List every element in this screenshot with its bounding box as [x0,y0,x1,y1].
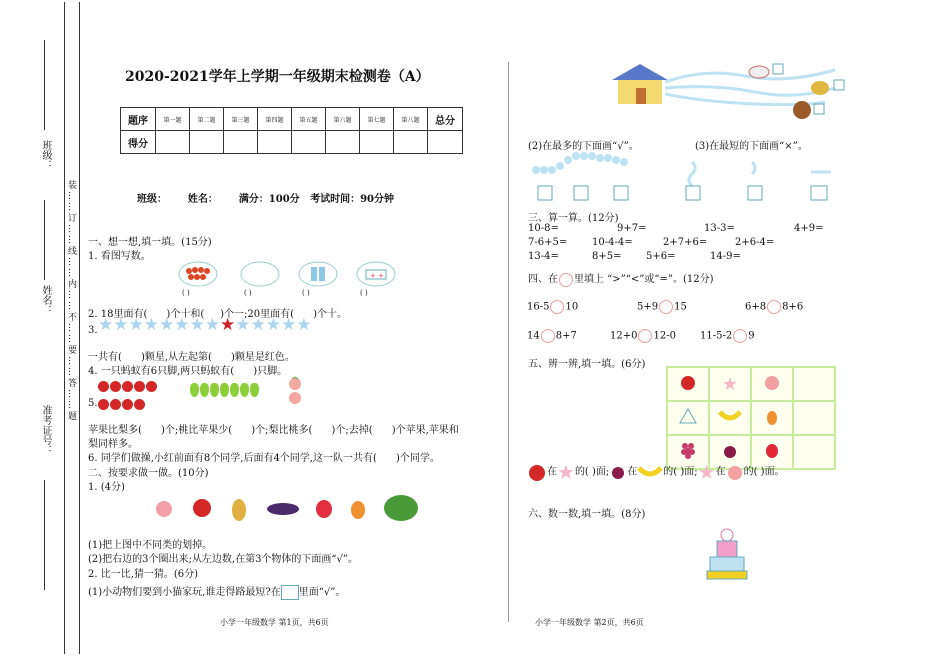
star-icon: ★ [709,367,751,401]
score-col: 第七题 [360,108,394,131]
calc-item: 10-4-4= [592,237,633,248]
star-icon: ★ [281,315,297,335]
section6-heading: 六、数一数,填一填。(8分) [528,509,646,520]
count-picture-4 [356,261,396,291]
score-cell[interactable] [360,131,394,154]
count-picture-2 [240,261,280,291]
apples-picture [98,377,168,409]
section2-heading: 二、按要求做一做。(10分) [88,468,209,479]
score-col: 第三题 [224,108,258,131]
count-picture-1 [178,261,218,291]
apple-icon [667,367,709,401]
section5-heading: 五、辨一辨,填一填。(6分) [528,359,646,370]
cmp-item: 12+0 12-0 [610,330,676,342]
score-cell[interactable] [156,131,190,154]
answer-paren[interactable]: ( ) [244,289,252,297]
cmp-item: 14 8+7 [527,330,577,342]
answer-circle[interactable] [659,300,673,314]
cmp-item: 11-5-2 9 [700,330,755,342]
star-icon: ★ [159,315,175,335]
exam-title: 2020-2021学年上学期一年级期末检测卷（A） [125,69,430,85]
banana-icon [709,401,751,435]
q5-label: 5. [88,398,98,409]
s2-q1-text: 1. (4分) [88,482,125,493]
q2-text: 2. 18里面有( )个十和( )个一;20里面有( )个十。 [88,309,347,320]
score-col: 第一题 [156,108,190,131]
name-field-line[interactable] [44,200,45,280]
stacks-picture [526,150,836,206]
star-icon: ★ [296,315,312,335]
calc-item: 7-6+5= [528,237,568,248]
s5-answer-line: 在★的( )面; 在 的( )面;★在 的( )面。 [527,460,785,484]
score-row2-label: 得分 [121,131,156,154]
q3-label: 3. [88,325,98,336]
triangle-icon [667,401,709,435]
star-icon: ★ [250,315,266,335]
calc-item: 8+5= [592,251,622,262]
shape-robot-picture [702,527,752,591]
star-icon: ★ [98,315,114,335]
score-cell[interactable] [428,131,463,154]
beet-icon [609,462,627,482]
star-icon: ★ [265,315,281,335]
section3-heading: 三、算一算。(12分) [528,213,619,224]
s2-q1a-text: (1)把上图中不同类的划掉。 [88,540,213,551]
left-footer: 小学一年级数学 第1页，共6页 [220,618,329,627]
s4-heading-pre: 四、在 [528,274,558,285]
score-cell[interactable] [190,131,224,154]
calc-item: 14-9= [710,251,741,262]
count-picture-3 [298,261,338,291]
house-picture [610,62,670,110]
answer-paren[interactable]: ( ) [302,289,310,297]
class-field-label: 班级： [40,140,51,170]
answer-circle[interactable] [550,300,564,314]
s2-q2a-post: 里面“√”。 [298,587,346,598]
s2-q2-text: 2. 比一比,猜一猜。(6分) [88,569,199,580]
pears-picture [190,382,260,401]
cmp-item: 16-5 10 [527,301,579,313]
page-divider [508,62,509,622]
score-col: 第五题 [292,108,326,131]
score-cell[interactable] [394,131,428,154]
monkey-icon [788,98,828,128]
answer-paren[interactable]: ( ) [360,289,368,297]
score-cell[interactable] [292,131,326,154]
star-icon: ★ [174,315,190,335]
score-col: 第四题 [258,108,292,131]
s2-q2a-pre: (1)小动物们要到小猫家玩,谁走得路最短?在 [88,587,281,598]
class-field-line[interactable] [44,40,45,130]
q5-text2: 梨同样多。 [88,439,138,450]
id-field-label: 准考证号： [40,405,51,455]
binding-margin [0,0,80,657]
answer-paren[interactable]: 的( )面; [574,466,610,478]
cmp-item: 5+9 15 [637,301,687,313]
calc-item: 13-4= [528,251,559,262]
empty-cell [793,367,835,401]
banana-icon [637,464,663,480]
star-icon: ★ [697,460,716,484]
answer-paren[interactable]: 的( )面; [663,466,698,478]
svg-text:+ +: + + [370,272,384,280]
star-icon: ★ [189,315,205,335]
score-cell[interactable] [224,131,258,154]
star-icon: ★ [235,315,251,335]
s2-q1b-text: (2)把右边的3个圈出来;从左边数,在第3个物体的下面画“√”。 [88,554,359,565]
cmp-item: 6+8 8+6 [745,301,804,313]
score-row1-label: 题序 [121,108,156,131]
star-icon: ★ [143,315,159,335]
calc-item: 10-8= [528,223,559,234]
answer-circle[interactable] [767,300,781,314]
peaches-picture [280,376,310,410]
star-icon: ★ [557,460,575,484]
star-icon: ★ [204,315,220,335]
score-col: 第六题 [326,108,360,131]
score-table [120,107,463,154]
q4-text: 4. 一只蚂蚁有6只脚,两只蚂蚁有( )只脚。 [88,366,288,377]
star-icon: ★ [113,315,129,335]
q1-text: 1. 看图写数。 [88,251,151,262]
answer-circle[interactable] [541,329,555,343]
rabbit-icon [745,60,785,84]
calc-item: 2+6-4= [735,237,775,248]
id-field-line[interactable] [44,480,45,590]
name-field-label: 姓名： [40,285,51,315]
answer-paren[interactable]: 的( )面。 [743,466,785,478]
red-star-icon: ★ [220,315,236,335]
q5-text1: 苹果比梨多( )个;桃比苹果少( )个;梨比桃多( )个;去掉( )个苹果,苹果和 [88,425,459,436]
empty-cell [793,401,835,435]
peach-icon [726,463,744,481]
calc-item: 2+7+6= [663,237,708,248]
s2-q2a-text [88,583,345,600]
peach-icon [751,367,793,401]
seal-line-text: 装……订……线……内……不……要……答……题 [66,180,76,422]
q6-text: 6. 同学们做操,小红前面有8个同学,后面有4个同学,这一队一共有( )个同学。 [88,453,440,464]
s4-heading-post: 里填上 “>”“<”或“=”。(12分) [574,274,714,285]
calc-item: 5+6= [646,251,676,262]
info-line: 班级： 姓名： 满分：100分 考试时间：90分钟 [137,194,395,205]
answer-circle[interactable] [733,329,747,343]
objects-row [150,492,425,522]
right-footer: 小学一年级数学 第2页，共6页 [535,618,644,627]
star-icon: ★ [128,315,144,335]
pear-icon [751,401,793,435]
score-cell[interactable] [258,131,292,154]
calc-item: 9+7= [617,223,647,234]
section1-heading: 一、想一想,填一填。(15分) [88,237,212,248]
score-col: 第八题 [394,108,428,131]
q2-2-text: (2)在最多的下面画“√”。 [528,141,639,152]
empty-cell [793,435,835,469]
calc-item: 4+9= [794,223,824,234]
calc-item: 13-3= [704,223,735,234]
answer-paren[interactable]: ( ) [182,289,190,297]
star-row [98,315,312,335]
section4-heading [528,270,714,287]
q3-text: 一共有( )颗星,从左起第( )颗星是红色。 [88,352,295,363]
score-cell[interactable] [326,131,360,154]
score-total-label: 总分 [428,108,463,131]
apple-icon [527,462,547,482]
score-col: 第二题 [190,108,224,131]
circle-icon [559,273,573,287]
fruit-grid [666,366,836,470]
answer-box[interactable] [281,585,299,600]
q2-3-text: (3)在最短的下面画“×”。 [695,141,808,152]
answer-circle[interactable] [638,329,652,343]
